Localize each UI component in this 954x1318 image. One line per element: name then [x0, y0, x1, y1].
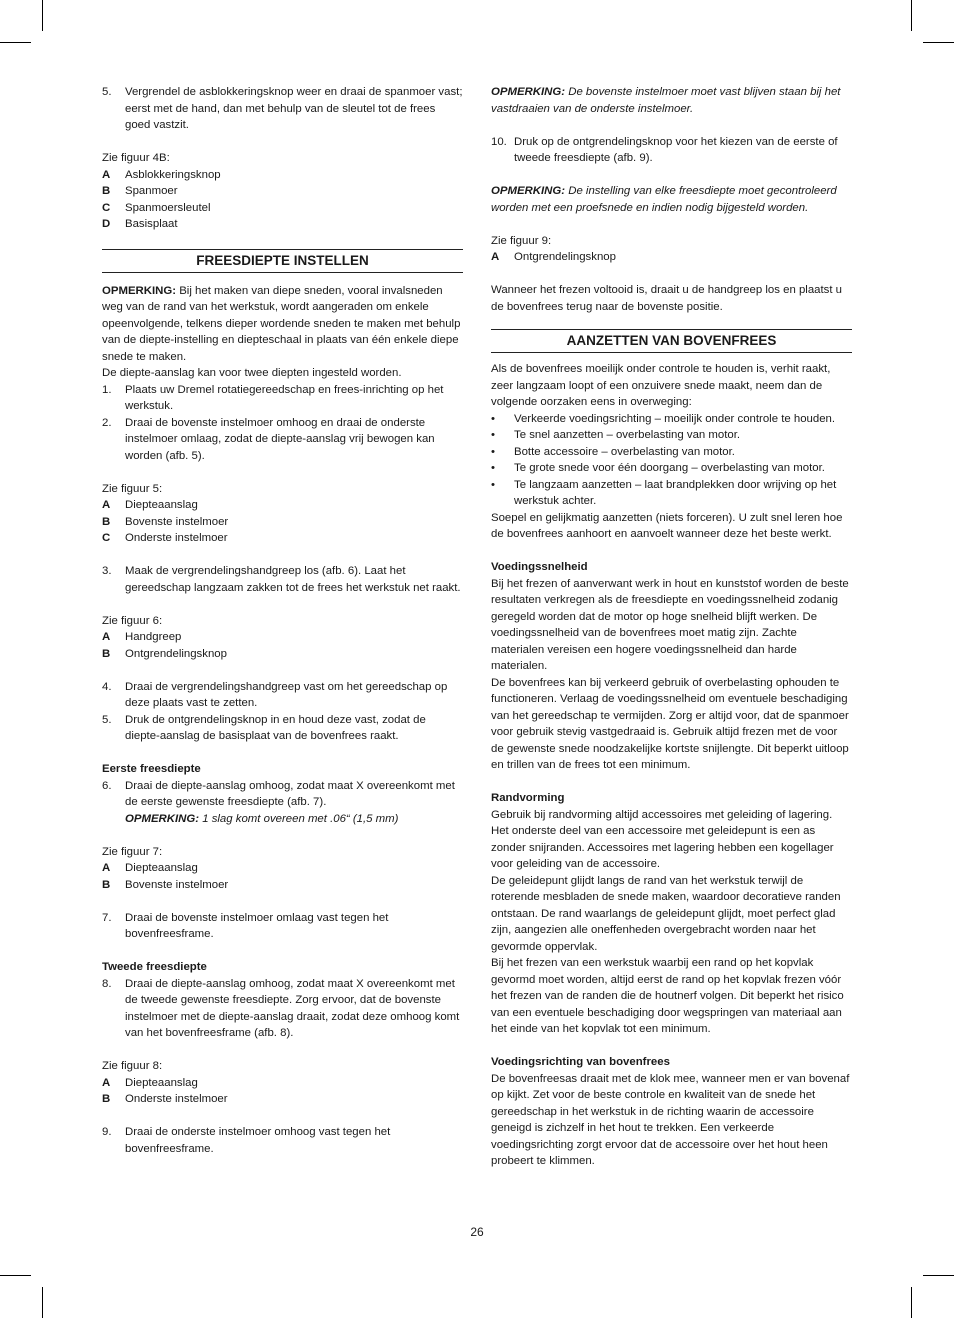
- legend-item: A Ontgrendelingsknop: [491, 251, 616, 263]
- paragraph: Als de bovenfrees moeilijk onder controle te houden is, verhit raakt, zeer langzaam loopt of een onzuivere snede maakt, neem dan de volgende oorzaken eens in overweging:: [491, 363, 831, 408]
- paragraph: Bij het frezen van een werkstuk waarbij een rand op het kopvlak gevormd moet worden, altijd eerst de rand op het kopvlak frezen vóór het frezen van de randen die de houtnerf volgen. Dit beperkt het risico van een eventuele beschadiging door wegspringen van materiaal aan het einde van het kopvlak tot een minimum.: [491, 957, 844, 1035]
- crop-mark: [42, 1287, 43, 1318]
- paragraph: Bij het frezen of aanverwant werk in hout en kunststof worden de beste resultaten verkregen als de freesdiepte en voedingssnelheid zodanig geregeld worden dat de motor op hoge snelheid blijft werken. De voedingssnelheid van de bovenfrees moet matig zijn. Zachte materialen vereisen een hogere voedingssnelheid dan harde materialen.: [491, 577, 849, 672]
- figure-4b-title: Zie figuur 4B:: [102, 152, 170, 164]
- paragraph: De geleidepunt glijdt langs de rand van het werkstuk terwijl de roterende mesbladen de snede maken, waardoor decoratieve randen ontstaan. De rand waarlangs de geleidepunt glijdt, moet perfect glad zijn, aangezien alle oneffenheden overgebracht worden naar het gevormde oppervlak.: [491, 874, 841, 953]
- legend-item: B Onderste instelmoer: [102, 1093, 228, 1105]
- legend-item: A Handgreep: [102, 631, 182, 643]
- figure-6-title: Zie figuur 6:: [102, 614, 163, 627]
- paragraph: Soepel en gelijkmatig aanzetten (niets forceren). U zult snel leren hoe de bovenfrees aanhoort en aanvoelt wanneer deze het beste werkt.: [491, 511, 843, 540]
- bullet-item: • Verkeerde voedingsrichting – moeilijk onder controle te houden.: [491, 412, 836, 425]
- step-7: 7. Draai de bovenste instelmoer omlaag vast tegen het bovenfreesframe.: [102, 911, 389, 940]
- crop-mark: [0, 1275, 31, 1276]
- crop-mark: [911, 1287, 912, 1318]
- legend-item: B Spanmoer: [102, 185, 178, 197]
- paragraph: De diepte-aanslag kan voor twee diepten ingesteld worden.: [102, 367, 402, 379]
- figure-8-title: Zie figuur 8:: [102, 1060, 163, 1072]
- subheading-voedingssnelheid: Voedingssnelheid: [491, 561, 588, 573]
- step-10: 10. Druk op de ontgrendelingsknop voor het kiezen van de eerste of tweede freesdiepte (afb. 9).: [491, 135, 838, 164]
- section-heading-freesdiepte: FREESDIEPTE INSTELLEN: [102, 249, 463, 273]
- legend-item: D Basisplaat: [102, 218, 178, 230]
- crop-mark: [42, 0, 43, 31]
- subheading-randvorming: Randvorming: [491, 792, 565, 804]
- paragraph: Wanneer het frezen voltooid is, draait u de handgreep los en plaatst u de bovenfrees terug naar de bovenste positie.: [491, 284, 843, 313]
- legend-item: A Asblokkeringsknop: [102, 168, 221, 181]
- crop-mark: [923, 1275, 954, 1276]
- step-3: 3. Maak de vergrendelingshandgreep los (afb. 6). Laat het gereedschap langzaam zakken tot de frees het werkstuk net raakt.: [102, 565, 461, 594]
- bullet-item: • Botte accessoire – overbelasting van motor.: [491, 445, 735, 458]
- section-heading-aanzetten: AANZETTEN VAN BOVENFREES: [491, 329, 852, 353]
- subheading-tweede-freesdiepte: Tweede freesdiepte: [102, 961, 207, 973]
- note-paragraph: OPMERKING: De instelling van elke freesdiepte moet gecontroleerd worden met een proefsnede en indien nodig bijgesteld worden.: [491, 185, 837, 214]
- figure-5-title: Zie figuur 5:: [102, 482, 163, 495]
- figure-7-title: Zie figuur 7:: [102, 845, 163, 858]
- subheading-eerste-freesdiepte: Eerste freesdiepte: [102, 763, 201, 775]
- step-4: 4. Draai de vergrendelingshandgreep vast om het gereedschap op deze plaats vast te zetten.: [102, 680, 448, 709]
- legend-item: B Bovenste instelmoer: [102, 515, 229, 528]
- bullet-item: • Te langzaam aanzetten – laat brandplekken door wrijving op het werkstuk achter.: [491, 478, 837, 507]
- bullet-item: • Te grote snede voor één doorgang – overbelasting van motor.: [491, 462, 825, 474]
- crop-mark: [911, 0, 912, 31]
- paragraph: Gebruik bij randvorming altijd accessoires met geleiding of lagering. Het onderste deel van een accessoire met geleidepunt is een as zonder snijranden. Accessoires met lagering hebben een kogellager voor geleiding van de accessoire.: [491, 808, 834, 870]
- figure-9-title: Zie figuur 9:: [491, 234, 552, 247]
- note-paragraph: OPMERKING: De bovenste instelmoer moet vast blijven staan bij het vastdraaien van de onderste instelmoer.: [491, 86, 841, 115]
- step-9: 9. Draai de onderste instelmoer omhoog vast tegen het bovenfreesframe.: [102, 1126, 391, 1155]
- crop-mark: [923, 42, 954, 43]
- legend-item: A Diepteaanslag: [102, 1076, 198, 1089]
- step-6: 6. Draai de diepte-aanslag omhoog, zodat maat X overeenkomt met de eerste gewenste freesdiepte (afb. 7). OPMERKING: 1 slag komt overeen met .06“ (1,5 mm): [102, 779, 455, 825]
- legend-item: A Diepteaanslag: [102, 499, 198, 511]
- legend-item: C Onderste instelmoer: [102, 532, 228, 544]
- step-1: 1. Plaats uw Dremel rotatiegereedschap en frees-inrichting op het werkstuk.: [102, 383, 444, 412]
- step-5b: 5. Druk de ontgrendelingsknop in en houd deze vast, zodat de diepte-aanslag de basisplaat van de bovenfrees raakt.: [102, 713, 426, 742]
- right-column: [491, 84, 852, 1170]
- legend-item: B Ontgrendelingsknop: [102, 647, 227, 660]
- legend-item: C Spanmoersleutel: [102, 201, 211, 214]
- paragraph: De bovenfreesas draait met de klok mee, wanneer men er van bovenaf op kijkt. Zet voor de beste controle en kwaliteit van de snede het gereedschap in het werkstuk in de richting waarin de accessoire geneigd is zichzelf in het hout te trekken. Een verkeerde voedingsrichting zorgt ervoor dat de accessoire over het hout heen probeert te klimmen.: [491, 1072, 850, 1167]
- bullet-item: • Te snel aanzetten – overbelasting van motor.: [491, 429, 741, 441]
- subheading-voedingsrichting: Voedingsrichting van bovenfrees: [491, 1056, 670, 1068]
- paragraph: De bovenfrees kan bij verkeerd gebruik of overbelasting ophouden te functioneren. Verlaag de voedingssnelheid om eventuele beschadiging van het gereedschap te vermijden. Zorg er altijd voor, dat de spanmoer voor gebruik stevig vastgedraaid is. Gebruik altijd frezen met de voor de gewenste snede noodzakelijke kortste snijlengte. Dit beperkt uitloop en trillen van de frees tot een minimum.: [491, 676, 849, 771]
- crop-mark: [0, 42, 31, 43]
- step-8: 8. Draai de diepte-aanslag omhoog, zodat maat X overeenkomt met de tweede gewenste freesdiepte. Zorg ervoor, dat de bovenste instelmoer met de diepte-aanslag draait, zodat deze omhoog komt van het bovenfreesframe (afb. 8).: [102, 977, 460, 1039]
- step-2: 2. Draai de bovenste instelmoer omhoog en draai de onderste instelmoer omlaag, zodat de diepte-aanslag vrij bewogen kan worden (afb. 5).: [102, 416, 435, 462]
- note-paragraph: OPMERKING: Bij het maken van diepe sneden, vooral invalsneden weg van de rand van het werkstuk, wordt aangeraden om enkele opeenvolgende, telkens dieper wordende sneden te maken met behulp van de diepte-instelling en diepteschaal in plaats van één enkele diepe snede te maken.: [102, 284, 461, 363]
- legend-item: A Diepteaanslag: [102, 862, 198, 874]
- page-number: 26: [470, 1225, 484, 1239]
- left-column: [102, 84, 463, 1157]
- legend-item: B Bovenste instelmoer: [102, 878, 229, 891]
- step-5: 5. Vergrendel de asblokkeringsknop weer en draai de spanmoer vast; eerst met de hand, dan met behulp van de sleutel tot de frees goed vastzit.: [102, 86, 463, 131]
